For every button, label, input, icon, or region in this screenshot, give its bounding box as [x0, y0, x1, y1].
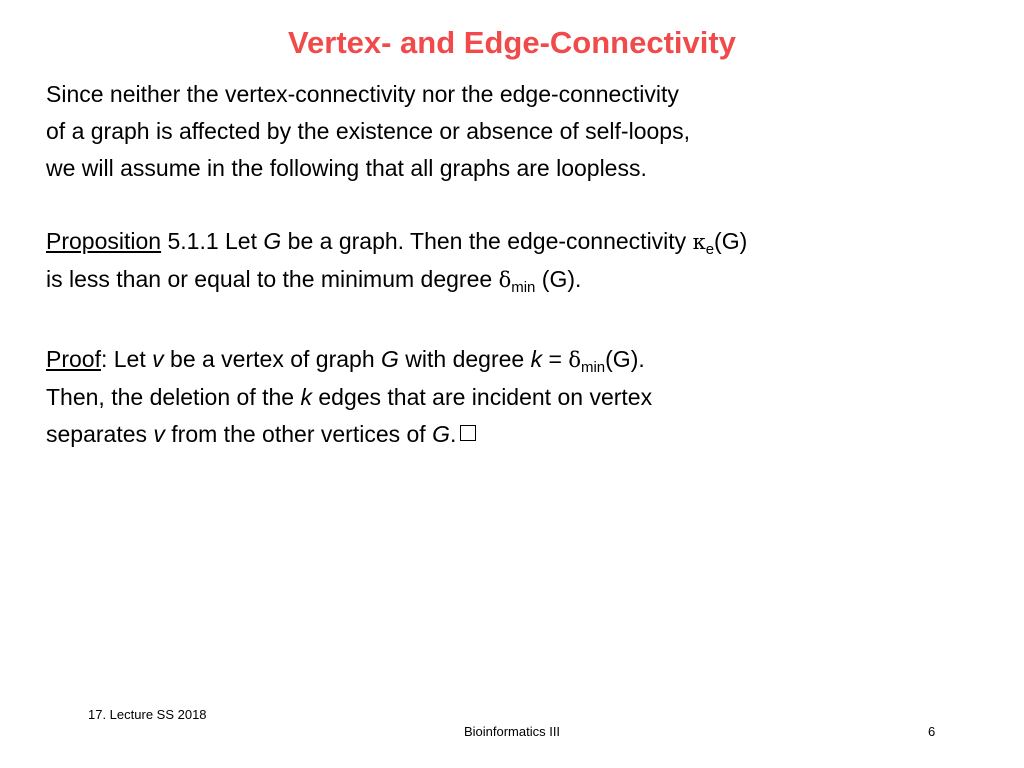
delta-symbol: δ — [498, 268, 512, 292]
delta-symbol: δ — [568, 348, 581, 372]
delta-subscript: min — [511, 279, 536, 296]
proposition-line-2-text: is less than or equal to the minimum degree — [46, 266, 499, 292]
vertex-variable: v — [152, 346, 164, 372]
proof-text-c: with degree — [398, 346, 531, 372]
proof-line-3-a: separates — [46, 421, 154, 447]
proof-text-b: be a vertex of graph — [163, 346, 381, 372]
proof-line-2-a: Then, the deletion of the — [46, 384, 301, 410]
degree-variable: k — [530, 346, 543, 372]
proof-text-a: : Let — [100, 346, 153, 372]
delta-argument: (G). — [535, 266, 582, 292]
vertex-variable: v — [153, 421, 165, 447]
proposition-paragraph — [46, 223, 747, 299]
proof-line-2-b: edges that are incident on vertex — [311, 384, 653, 410]
degree-variable: k — [300, 384, 312, 410]
qed-square-icon — [460, 425, 476, 441]
kappa-argument: (G) — [714, 228, 748, 254]
intro-line-1: Since neither the vertex-connectivity nor the edge-connectivity — [46, 81, 679, 107]
kappa-subscript: e — [705, 241, 715, 258]
proof-line-3 — [46, 416, 652, 453]
delta-argument: (G). — [605, 346, 645, 372]
delta-subscript: min — [580, 359, 606, 376]
graph-variable: G — [263, 228, 282, 254]
footer-page-number: 6 — [928, 724, 936, 739]
proof-line-2 — [46, 379, 652, 416]
intro-line-3: we will assume in the following that all graphs are loopless. — [46, 155, 647, 181]
graph-variable: G — [432, 421, 450, 447]
proposition-number: 5.1.1 Let — [161, 228, 264, 254]
footer-lecture: 17. Lecture SS 2018 — [88, 707, 207, 722]
proposition-line-1 — [46, 223, 747, 261]
proof-paragraph — [46, 341, 652, 453]
proof-line-3-c: . — [449, 421, 457, 447]
proposition-label: Proposition — [46, 228, 162, 254]
equals-sign: = — [542, 346, 569, 372]
proposition-text: be a graph. Then the edge-connectivity — [281, 228, 693, 254]
kappa-symbol: κ — [692, 230, 706, 254]
intro-line-2: of a graph is affected by the existence or absence of self-loops, — [46, 118, 690, 144]
graph-variable: G — [381, 346, 399, 372]
intro-paragraph — [46, 76, 690, 187]
proposition-line-2 — [46, 261, 747, 299]
slide-title: Vertex- and Edge-Connectivity — [288, 25, 736, 60]
proof-line-3-b: from the other vertices of — [164, 421, 433, 447]
proof-label: Proof — [46, 346, 101, 372]
footer-course: Bioinformatics III — [463, 724, 561, 739]
proof-line-1 — [46, 341, 652, 379]
